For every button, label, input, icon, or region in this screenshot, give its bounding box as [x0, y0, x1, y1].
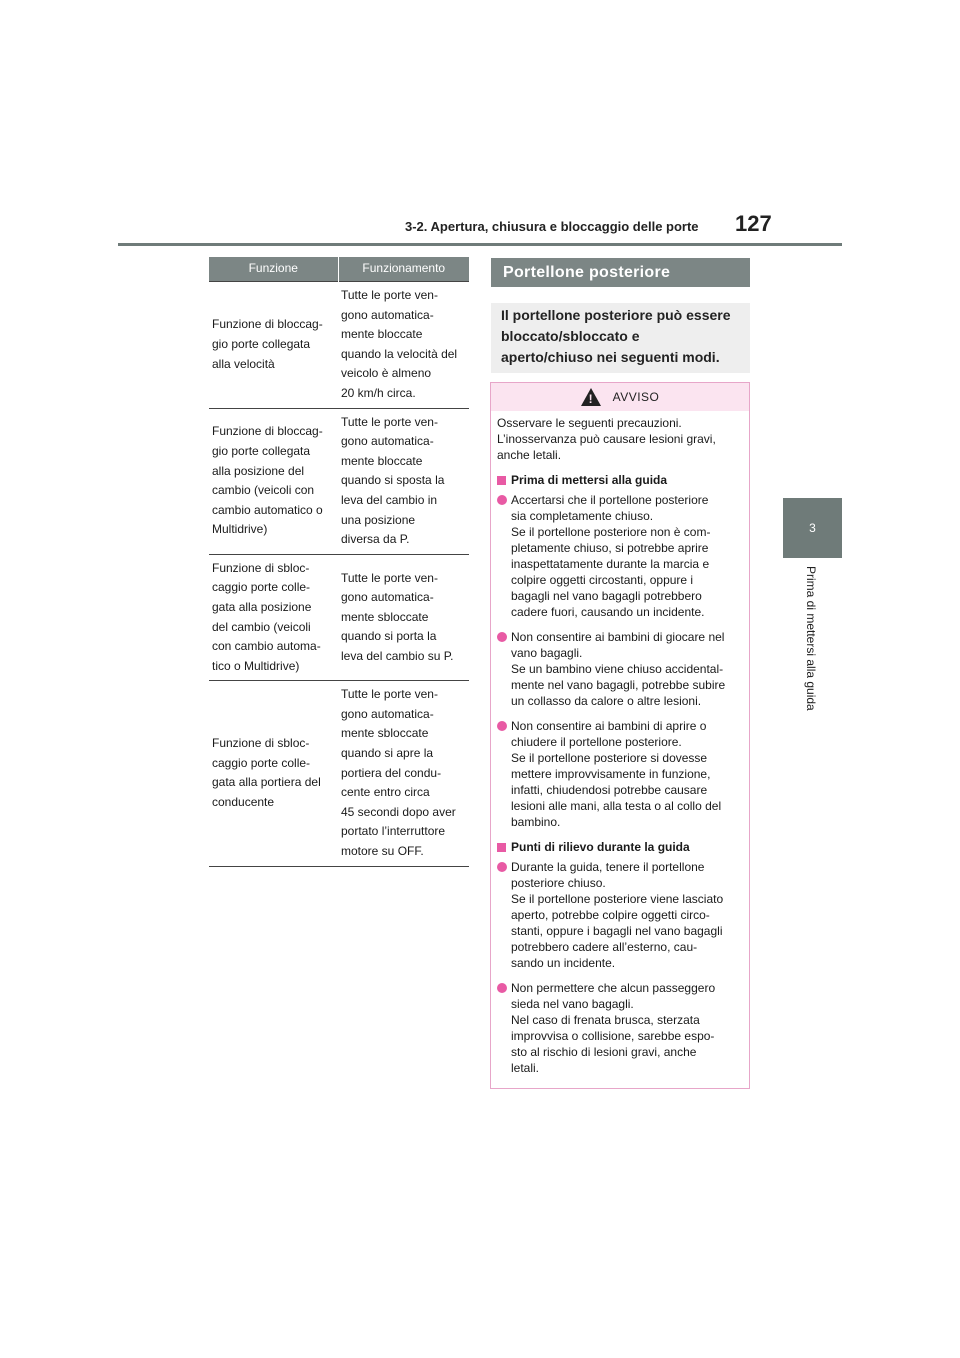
cell-text-line: Tutte le porte ven-: [341, 288, 438, 302]
warning-text-line: stanti, oppure i bagagli nel vano bagagli: [511, 924, 723, 938]
warning-text-line: Se un bambino viene chiuso accidental-: [511, 662, 724, 676]
cell-text-line: caggio porte colle-: [212, 755, 311, 770]
warning-text-line: Se il portellone posteriore si dovesse: [511, 751, 708, 765]
table-row: [209, 282, 469, 409]
warning-text-line: improvvisa o collisione, sarebbe espo-: [511, 1029, 715, 1043]
warning-text-line: inaspettatamente durante la marcia e: [511, 557, 710, 571]
table-row: [209, 408, 469, 554]
cell-text-line: mente bloccate: [341, 327, 423, 342]
cell-text-line: quando la velocità del: [341, 346, 458, 361]
cell-text-line: 20 km/h circa.: [341, 385, 416, 400]
cell-text-line: veicolo è almeno: [341, 366, 432, 381]
table-body: [209, 282, 469, 867]
cell-text-line: mente sbloccate: [341, 726, 429, 741]
table-header-operation: Funzionamento: [338, 257, 469, 282]
warning-text-line: sia completamente chiuso.: [511, 509, 654, 523]
table-cell-operation: [338, 282, 469, 409]
warning-bullet: [497, 718, 743, 830]
cell-text-line: portiera del condu-: [341, 765, 442, 780]
function-table: [209, 257, 469, 867]
cell-text-line: leva del cambio su P.: [341, 648, 454, 663]
cell-text-line: Multidrive): [212, 522, 268, 537]
cell-text-line: gio porte collegata: [212, 336, 311, 351]
cell-text-line: cente entro circa: [341, 785, 430, 800]
warning-text-line: Non permettere che alcun passeggero: [511, 981, 716, 995]
page-number: 127: [735, 211, 772, 236]
intro-line: aperto/chiuso nei seguenti modi.: [501, 349, 720, 365]
table-cell-function: [209, 408, 338, 554]
warning-text-line: bagagli nel vano bagagli potrebbero: [511, 589, 702, 603]
cell-text-line: gono automatica-: [341, 706, 434, 721]
warning-text-line: sando un incidente.: [511, 956, 616, 970]
table-row: [209, 681, 469, 866]
warning-triangle-icon: [581, 388, 601, 406]
cell-text-line: 45 secondi dopo aver: [341, 804, 456, 819]
table-cell-operation: [338, 554, 469, 681]
cell-text-line: Funzione di sbloc-: [212, 736, 310, 751]
cell-text-line: Tutte le porte ven-: [341, 570, 438, 585]
circle-bullet-icon: [497, 495, 507, 505]
table-header-function: Funzione: [209, 257, 338, 282]
warning-text-line: chiudere il portellone posteriore.: [511, 735, 682, 749]
warning-bullet-text: [511, 718, 743, 830]
cell-text-line: del cambio (veicoli: [212, 619, 311, 634]
warning-intro: [497, 415, 743, 463]
warning-text-line: sto al rischio di lesioni gravi, anche: [511, 1045, 697, 1059]
table-cell-function: [209, 681, 338, 866]
cell-text-line: con cambio automa-: [212, 639, 321, 654]
running-header-title: 3-2. Apertura, chiusura e bloccaggio delle porte: [405, 219, 699, 234]
cell-text-line: quando si sposta la: [341, 473, 445, 488]
warning-subheading: [497, 472, 743, 488]
table-cell-operation: [338, 681, 469, 866]
cell-text-line: motore su OFF.: [341, 844, 424, 859]
intro-line: bloccato/sbloccato e: [501, 328, 640, 344]
cell-text-line: gata alla portiera del: [212, 775, 321, 790]
warning-bullet: [497, 492, 743, 620]
table-cell-function: [209, 282, 338, 409]
chapter-title: Prima di mettersi alla guida: [804, 566, 818, 711]
warning-intro-line: anche letali.: [497, 448, 562, 462]
warning-text-line: pletamente chiuso, si potrebbe aprire: [511, 541, 709, 555]
circle-bullet-icon: [497, 632, 507, 642]
warning-subheading: [497, 839, 743, 855]
section-heading: Portellone posteriore: [491, 258, 750, 287]
warning-subheading-text: Punti di rilievo durante la guida: [511, 840, 690, 854]
cell-text-line: mente sbloccate: [341, 609, 429, 624]
cell-text-line: diversa da P.: [341, 532, 410, 547]
warning-text-line: infatti, chiudendosi potrebbe causare: [511, 783, 708, 797]
table-cell-operation: [338, 408, 469, 554]
warning-text-line: Se il portellone posteriore non è com-: [511, 525, 711, 539]
square-bullet-icon: [497, 843, 506, 852]
warning-subheading-text: Prima di mettersi alla guida: [511, 473, 668, 487]
cell-text-line: alla velocità: [212, 356, 275, 371]
cell-text-line: leva del cambio in: [341, 492, 438, 507]
warning-bullet-text: [511, 980, 743, 1076]
warning-text-line: vano bagagli.: [511, 646, 583, 660]
warning-text-line: Nel caso di frenata brusca, sterzata: [511, 1013, 700, 1027]
chapter-tab: 3: [783, 498, 842, 558]
square-bullet-icon: [497, 476, 506, 485]
warning-body: [491, 411, 749, 1076]
warning-text-line: mente nel vano bagagli, potrebbe subire: [511, 678, 726, 692]
cell-text-line: alla posizione del: [212, 463, 305, 478]
cell-text-line: conducente: [212, 795, 275, 810]
warning-text-line: Accertarsi che il portellone posteriore: [511, 493, 709, 507]
cell-text-line: tico o Multidrive): [212, 658, 300, 673]
warning-text-line: cadere fuori, causando un incidente.: [511, 605, 705, 619]
warning-text-line: mettere improvvisamente in funzione,: [511, 767, 711, 781]
warning-bullet-text: [511, 859, 743, 971]
cell-text-line: quando si apre la: [341, 746, 434, 761]
cell-text-line: gono automatica-: [341, 590, 434, 605]
cell-text-line: cambio automatico o: [212, 502, 323, 517]
warning-intro-line: L’inosservanza può causare lesioni gravi,: [497, 432, 716, 446]
cell-text-line: gata alla posizione: [212, 599, 312, 614]
circle-bullet-icon: [497, 983, 507, 993]
warning-header: [491, 383, 749, 411]
warning-text-line: Non consentire ai bambini di aprire o: [511, 719, 707, 733]
cell-text-line: quando si porta la: [341, 629, 437, 644]
intro-line: Il portellone posteriore può essere: [501, 307, 731, 323]
warning-box: [490, 382, 750, 1089]
table-cell-function: [209, 554, 338, 681]
cell-text-line: Funzione di sbloc-: [212, 560, 310, 575]
warning-text-line: colpire oggetti circostanti, oppure i: [511, 573, 694, 587]
warning-bullet: [497, 980, 743, 1076]
warning-intro-line: Osservare le seguenti precauzioni.: [497, 416, 682, 430]
cell-text-line: gio porte collegata: [212, 443, 311, 458]
warning-text-line: Non consentire ai bambini di giocare nel: [511, 630, 725, 644]
warning-text-line: potrebbero cadere all’esterno, cau-: [511, 940, 698, 954]
cell-text-line: caggio porte colle-: [212, 580, 311, 595]
warning-bullet: [497, 859, 743, 971]
cell-text-line: Funzione di bloccag-: [212, 317, 323, 332]
warning-text-line: Se il portellone posteriore viene lasciato: [511, 892, 724, 906]
warning-title: AVVISO: [612, 390, 660, 404]
warning-text-line: letali.: [511, 1061, 540, 1075]
cell-text-line: Funzione di bloccag-: [212, 424, 323, 439]
cell-text-line: Tutte le porte ven-: [341, 414, 438, 429]
cell-text-line: gono automatica-: [341, 307, 434, 322]
intro-box: [491, 303, 750, 373]
warning-text-line: un collasso da calore o altre lesioni.: [511, 694, 702, 708]
table-row: [209, 554, 469, 681]
header-divider: [118, 243, 842, 246]
table-header-row: [209, 257, 469, 282]
cell-text-line: gono automatica-: [341, 434, 434, 449]
warning-text-line: lesioni alle mani, alla testa o al collo del: [511, 799, 722, 813]
cell-text-line: mente bloccate: [341, 453, 423, 468]
warning-bullet: [497, 629, 743, 709]
warning-text-line: posteriore chiuso.: [511, 876, 606, 890]
warning-text-line: Durante la guida, tenere il portellone: [511, 860, 705, 874]
circle-bullet-icon: [497, 721, 507, 731]
cell-text-line: cambio (veicoli con: [212, 483, 315, 498]
cell-text-line: una posizione: [341, 512, 416, 527]
warning-bullet-text: [511, 629, 743, 709]
warning-text-line: sieda nel vano bagagli.: [511, 997, 634, 1011]
warning-text-line: bambino.: [511, 815, 561, 829]
cell-text-line: portato l’interruttore: [341, 824, 446, 839]
warning-text-line: aperto, potrebbe colpire oggetti circo-: [511, 908, 710, 922]
circle-bullet-icon: [497, 862, 507, 872]
cell-text-line: Tutte le porte ven-: [341, 687, 438, 702]
warning-bullet-text: [511, 492, 743, 620]
